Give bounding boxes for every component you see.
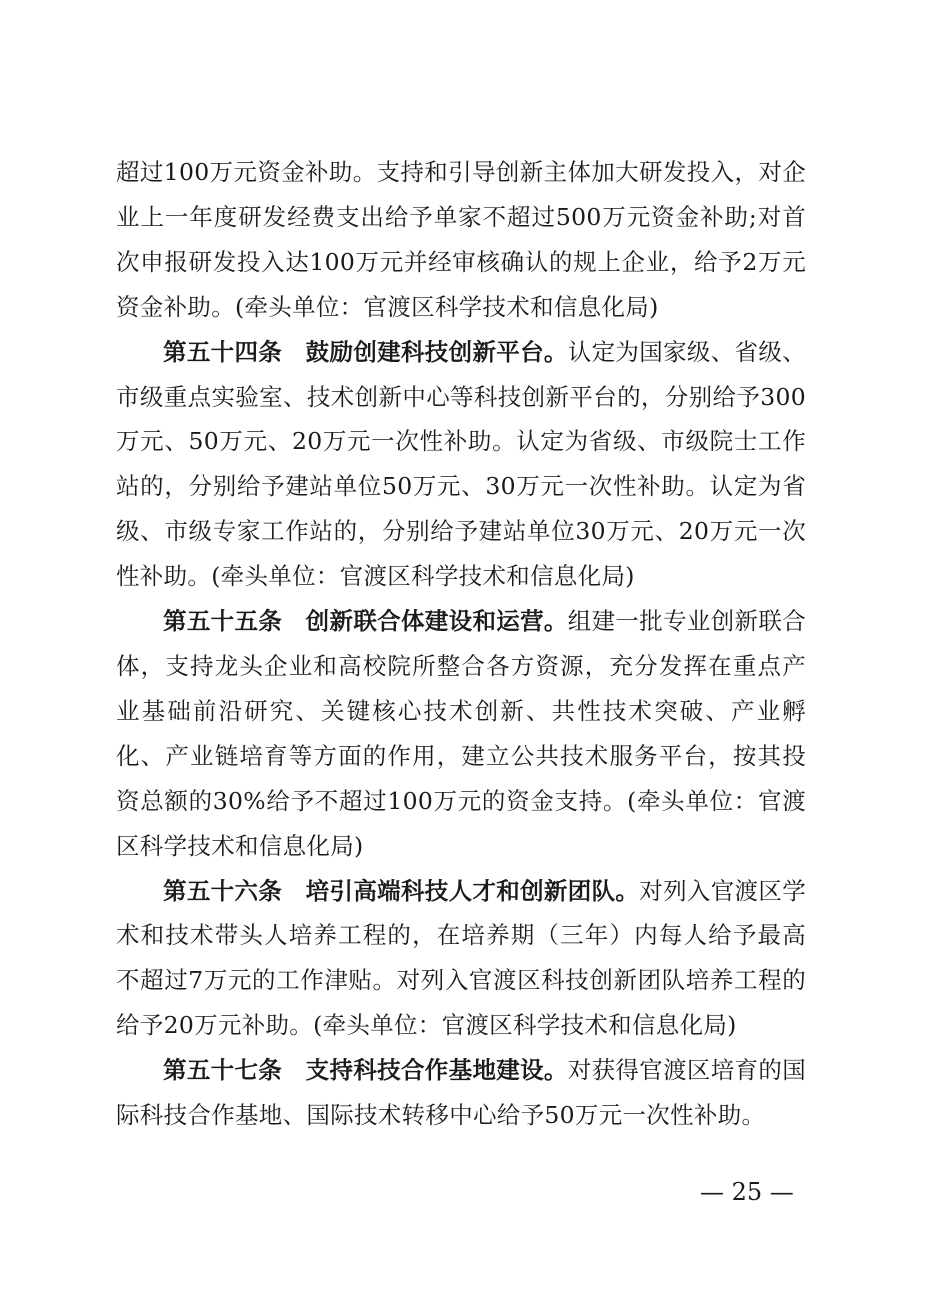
article-heading	[163, 1056, 568, 1084]
article-title: 鼓励创建科技创新平台。	[305, 337, 568, 366]
article-54	[116, 330, 806, 599]
article-56	[116, 869, 806, 1049]
paragraph-body: 超过100万元资金补助。支持和引导创新主体加大研发投入，对企业上一年度研发经费支出给予单家不超过500万元资金补助;对首次申报研发投入达100万元并经审核确认的规上企业，给予2万元资金补助。(牵头单位：官渡区科学技术和信息化局)	[116, 158, 806, 321]
article-title: 创新联合体建设和运营。	[305, 607, 568, 636]
article-number: 第五十四条	[163, 337, 283, 366]
article-heading	[163, 877, 639, 905]
document-body	[116, 150, 806, 1138]
article-body: 对列入官渡区学术和技术带头人培养工程的，在培养期（三年）内每人给予最高不超过7万元的工作津贴。对列入官渡区科技创新团队培养工程的给予20万元补助。(牵头单位：官渡区科学技术和信息化局)	[116, 876, 807, 1040]
article-title: 支持科技合作基地建设。	[305, 1056, 568, 1085]
article-heading	[163, 607, 568, 635]
paragraph-continuation	[116, 150, 806, 330]
article-body: 认定为国家级、省级、市级重点实验室、技术创新中心等科技创新平台的，分别给予300万元、50万元、20万元一次性补助。认定为省级、市级院士工作站的，分别给予建站单位50万元、30万元一次性补助。认定为省级、市级专家工作站的，分别给予建站单位30万元、20万元一次性补助。(牵头单位：官渡区科学技术和信息化局)	[116, 337, 807, 591]
article-body: 对获得官渡区培育的国际科技合作基地、国际技术转移中心给予50万元一次性补助。	[116, 1056, 807, 1130]
article-number: 第五十七条	[163, 1056, 283, 1085]
article-heading	[163, 338, 568, 366]
article-55	[116, 599, 806, 868]
page-number: — 25 —	[700, 1178, 794, 1206]
article-number: 第五十五条	[163, 607, 283, 636]
article-57	[116, 1048, 806, 1138]
article-body: 组建一批专业创新联合体，支持龙头企业和高校院所整合各方资源，充分发挥在重点产业基础前沿研究、关键核心技术创新、共性技术突破、产业孵化、产业链培育等方面的作用，建立公共技术服务平台，按其投资总额的30%给予不超过100万元的资金支持。(牵头单位：官渡区科学技术和信息化局)	[116, 607, 807, 860]
article-title: 培引高端科技人才和创新团队。	[305, 876, 640, 905]
article-number: 第五十六条	[163, 876, 283, 905]
